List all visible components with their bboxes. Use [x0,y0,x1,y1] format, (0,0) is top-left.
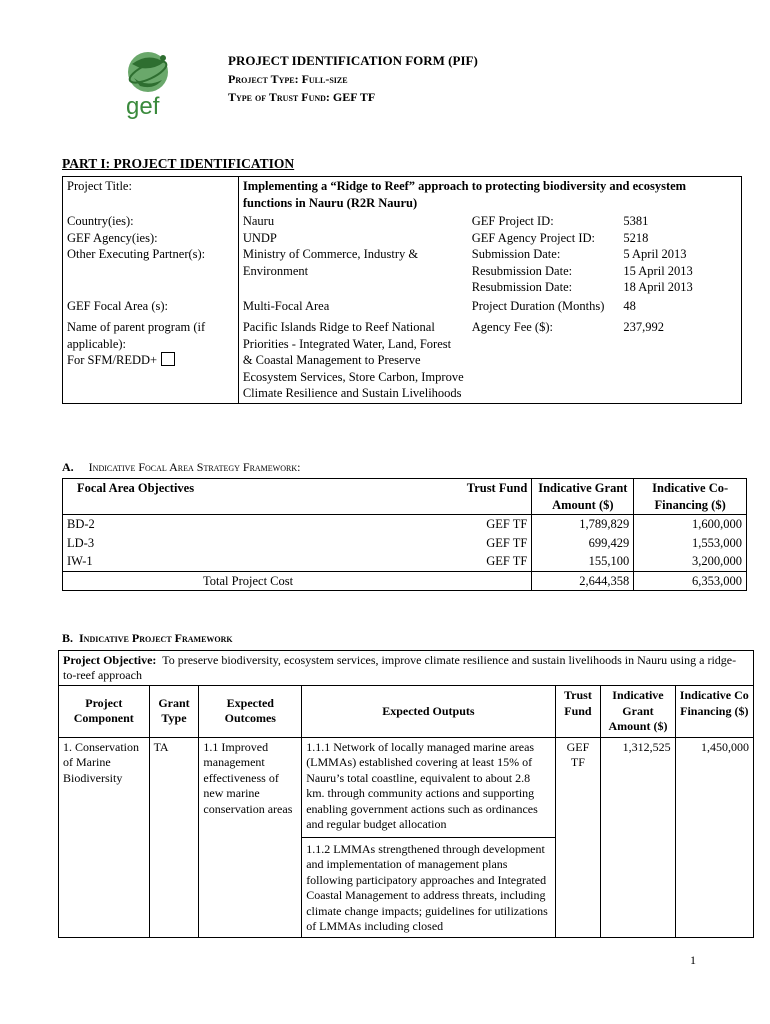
objective-cell: LD-3 [63,534,445,553]
col-cofin: Indicative Co-Financing ($) [634,479,747,515]
section-a-title: Indicative Focal Area Strategy Framework: [88,460,301,474]
submission-label: Submission Date: [471,247,561,261]
gef-project-id: 5381 [623,214,649,228]
form-title: PROJECT IDENTIFICATION FORM (PIF) [228,53,478,68]
objective-cell: IW-1 [63,552,445,571]
sfm-redd-checkbox[interactable] [161,352,175,366]
col-objectives: Focal Area Objectives [63,479,445,515]
resubmission-date-2: 18 April 2013 [623,280,693,294]
part1-heading: PART I: PROJECT IDENTIFICATION [62,156,295,171]
objective-cell: BD-2 [63,515,445,534]
col-grant: Indicative Grant Amount ($) [532,479,634,515]
objective-label: Project Objective: [63,653,157,667]
parent-program-value: Pacific Islands Ridge to Reef National Priorities - Integrated Water, Land, Forest & Coastal Management to Preserve Ecosystem Services, Store Carbon, Improve Climate Resilience and Sustain Livelihoods [242,320,464,400]
output-2: 1.1.2 LMMAs strengthened through development and implementation of management plans following participatory approaches and Integrated Coastal Management to address threats, including climate change impacts; guidelines for utilizations of LMMAs including closed [302,837,554,935]
submission-date: 5 April 2013 [623,247,687,261]
agency-value: UNDP [242,230,277,245]
duration-value: 48 [623,298,636,313]
focal-area-table [62,478,747,591]
gef-logo [118,48,178,120]
section-b-letter: B. [62,631,74,645]
col-trust-fund: Trust Fund [555,686,601,738]
grant-cell: 1,312,525 [601,737,675,937]
resubmission-label-1: Resubmission Date: [471,263,573,278]
objective-text: To preserve biodiversity, ecosystem services, improve climate resilience and sustain livelihoods in Nauru using a ridge-to-reef approach [63,653,737,682]
duration-label: Project Duration (Months) [471,298,605,313]
project-title-label: Project Title: [63,177,239,213]
trust-fund-type: Type of Trust Fund: GEF TF [228,90,376,104]
country-label: Country(ies): [67,214,134,228]
agency-project-id: 5218 [623,230,649,245]
cofin-cell: 3,200,000 [634,552,747,571]
col-cofin: Indicative Co Financing ($) [675,686,753,738]
focal-area-value: Multi-Focal Area [242,298,330,313]
project-type: Project Type: Full-size [228,72,348,86]
fund-cell: GEF TF [444,515,531,534]
partners-value: Ministry of Commerce, Industry & Environment [242,247,419,278]
cofin-cell: 1,600,000 [634,515,747,534]
gef-project-id-label: GEF Project ID: [471,214,554,228]
page-number: 1 [690,953,696,967]
form-header [228,52,478,106]
section-b-heading [62,631,233,646]
grant-cell: 1,789,829 [532,515,634,534]
grant-cell: 155,100 [532,552,634,571]
total-row [63,571,747,591]
total-grant: 2,644,358 [532,571,634,591]
focal-area-label: GEF Focal Area (s): [63,297,239,316]
agency-project-id-label: GEF Agency Project ID: [471,230,595,245]
grant-cell: 699,429 [532,534,634,553]
resubmission-date-1: 15 April 2013 [623,263,693,278]
component-cell: 1. Conservation of Marine Biodiversity [59,737,150,937]
cofin-cell: 1,450,000 [675,737,753,937]
sfm-redd-label: For SFM/REDD+ [67,353,158,367]
cofin-cell: 1,553,000 [634,534,747,553]
col-outputs: Expected Outputs [302,686,555,738]
table-row [63,534,747,553]
parent-program-label: Name of parent program (if applicable): [67,320,206,351]
col-component: Project Component [59,686,150,738]
fund-cell: GEF TF [555,737,601,937]
agency-label: GEF Agency(ies): [67,230,158,245]
col-grant: Indicative Grant Amount ($) [601,686,675,738]
table-row [59,737,754,937]
agency-fee-label: Agency Fee ($): [471,320,553,334]
country-value: Nauru [242,214,275,228]
section-a-letter: A. [62,460,74,474]
project-identification-table [62,176,742,404]
fund-cell: GEF TF [444,552,531,571]
total-cofin: 6,353,000 [634,571,747,591]
globe-icon [118,48,178,120]
logo-text: gef [126,93,160,120]
total-label: Total Project Cost [63,571,532,591]
section-a-heading [62,460,300,475]
table-row [63,515,747,534]
section-b-title: Indicative Project Framework [79,631,233,645]
col-outcomes: Expected Outcomes [199,686,302,738]
agency-fee-value: 237,992 [623,320,664,334]
table-row [63,552,747,571]
col-grant-type: Grant Type [149,686,199,738]
fund-cell: GEF TF [444,534,531,553]
output-1: 1.1.1 Network of locally managed marine areas (LMMAs) established covering at least 15% of Nauru’s total coastline, equivalent to about 2.8 km. through community actions and supporting enabling government actions such as ordinances and regular budget allocation [306,739,538,831]
col-trust-fund: Trust Fund [444,479,531,515]
outcome-cell: 1.1 Improved management effectiveness of new marine conservation areas [199,737,302,937]
project-title: Implementing a “Ridge to Reef” approach to protecting biodiversity and ecosystem functions in Nauru (R2R Nauru) [242,179,687,210]
grant-type-cell: TA [149,737,199,937]
resubmission-label-2: Resubmission Date: [471,280,573,294]
partners-label: Other Executing Partner(s): [67,247,206,261]
project-framework-table [58,650,754,938]
